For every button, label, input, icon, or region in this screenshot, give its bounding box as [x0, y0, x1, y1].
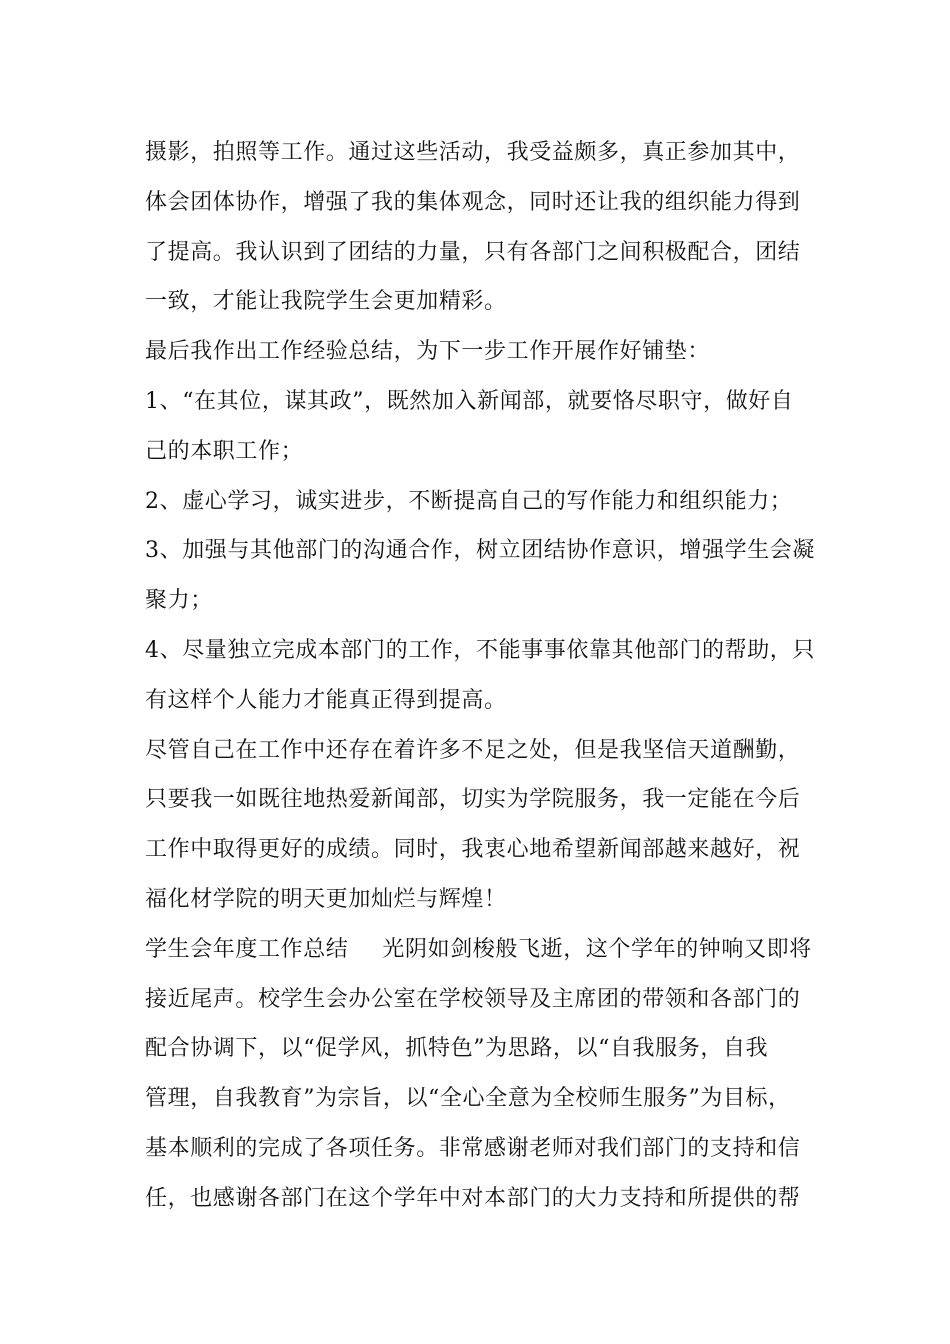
text-line: 尽管自己在工作中还存在着许多不足之处，但是我坚信天道酬勤，: [145, 737, 801, 763]
section-heading-line: [145, 925, 825, 975]
text-line: 只要我一如既往地热爱新闻部，切实为学院服务，我一定能在今后: [145, 787, 801, 813]
text-line: 一致，才能让我院学生会更加精彩。: [145, 289, 507, 315]
document-body: [145, 128, 825, 1224]
text-line: 工作中取得更好的成绩。同时，我衷心地希望新闻部越来越好，祝: [145, 837, 801, 863]
list-item-3: 3、加强与其他部门的沟通合作，树立团结协作意识，增强学生会凝: [145, 538, 815, 564]
text-line: 接近尾声。校学生会办公室在学校领导及主席团的带领和各部门的: [145, 986, 801, 1012]
text-line: 基本顺利的完成了各项任务。非常感谢老师对我们部门的支持和信: [145, 1135, 801, 1161]
text-line: 了提高。我认识到了团结的力量，只有各部门之间积极配合，团结: [145, 239, 801, 265]
text-line: 配合协调下，以“促学风，抓特色”为思路，以“自我服务，自我: [145, 1036, 769, 1062]
list-item-1: 1、“在其位，谋其政”，既然加入新闻部，就要恪尽职守，做好自: [145, 388, 794, 414]
text-line: 福化材学院的明天更加灿烂与辉煌！: [145, 886, 507, 912]
list-item-4-cont: 有这样个人能力才能真正得到提高。: [145, 687, 507, 713]
list-item-4: 4、尽量独立完成本部门的工作，不能事事依靠其他部门的帮助，只: [145, 637, 815, 663]
text-line: 摄影，拍照等工作。通过这些活动，我受益颇多，真正参加其中，: [145, 140, 801, 165]
list-item-2: 2、虚心学习，诚实进步，不断提高自己的写作能力和组织能力；: [145, 488, 793, 514]
section-title: 学生会年度工作总结: [145, 936, 349, 962]
list-item-1-cont: 己的本职工作；: [145, 438, 304, 464]
list-item-3-cont: 聚力；: [145, 588, 213, 614]
text-line: 体会团体协作，增强了我的集体观念，同时还让我的组织能力得到: [145, 189, 801, 215]
text-line: 最后我作出工作经验总结，为下一步工作开展作好铺垫：: [145, 339, 711, 365]
text-line: 任，也感谢各部门在这个学年中对本部门的大力支持和所提供的帮: [145, 1185, 801, 1211]
section-first-line: 光阴如剑梭般飞逝，这个学年的钟响又即将: [382, 936, 812, 962]
text-line: 管理，自我教育”为宗旨，以“全心全意为全校师生服务”为目标，: [145, 1086, 791, 1112]
